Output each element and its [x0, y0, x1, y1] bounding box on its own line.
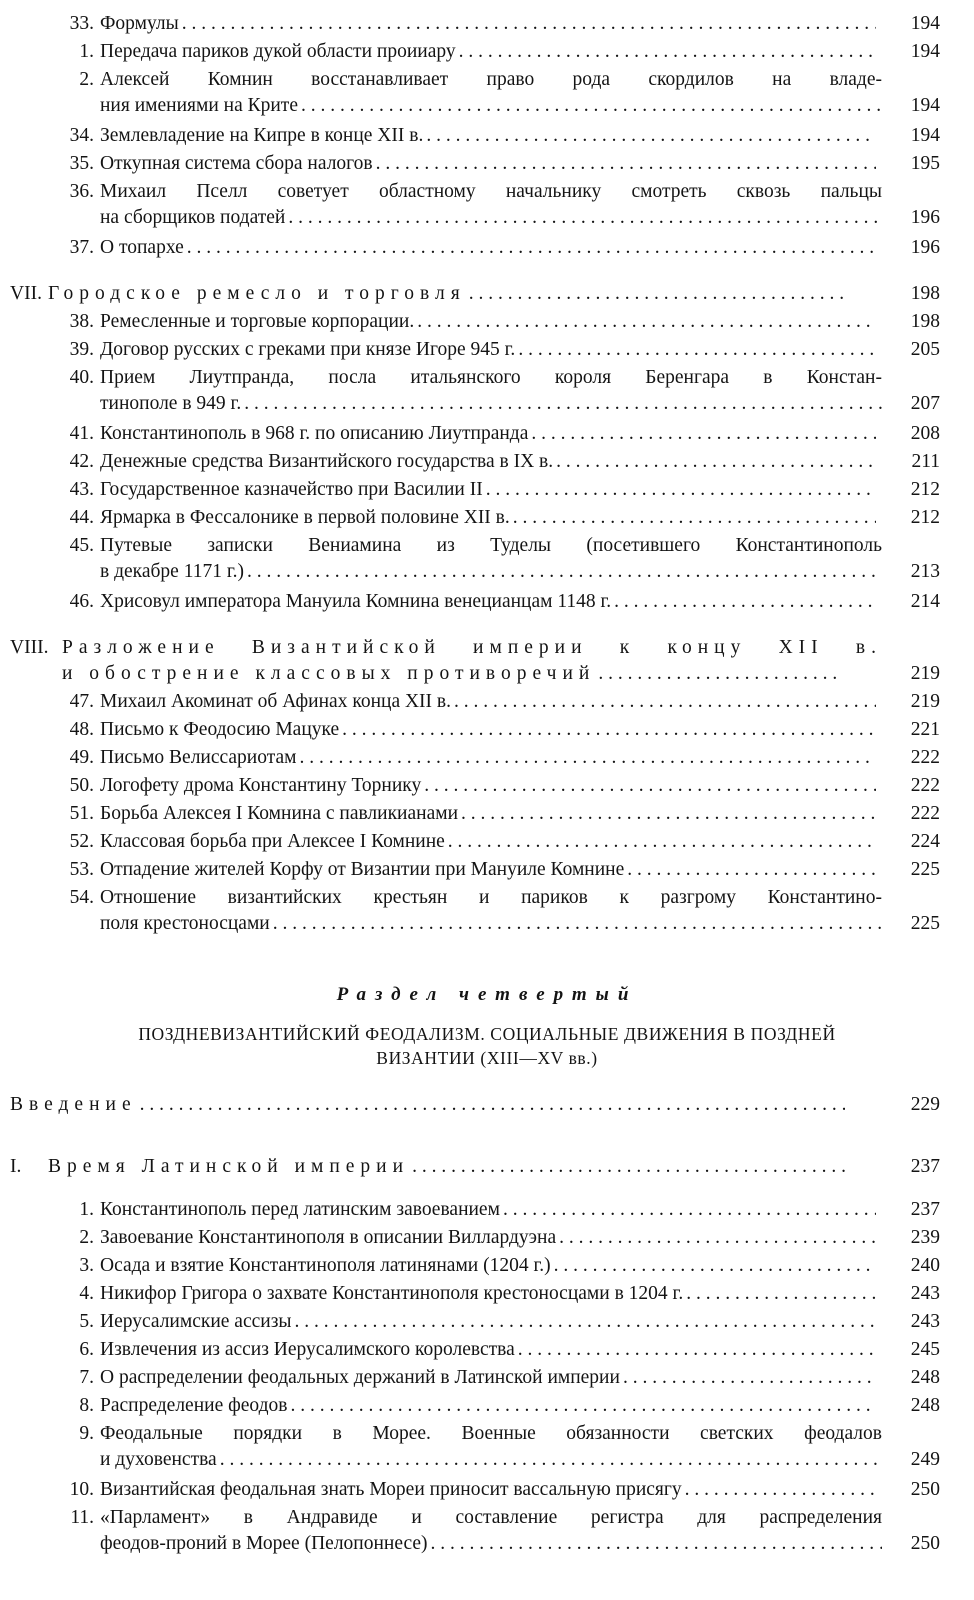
entry-title-wrap [10, 1093, 845, 1119]
entry-title-wrap [100, 12, 876, 38]
entry-number: 1. [79, 1199, 94, 1220]
toc-entry [0, 1254, 974, 1278]
entry-title [100, 1198, 876, 1224]
page-number: 194 [910, 41, 940, 62]
entry-title [100, 68, 882, 120]
toc-entry [0, 1226, 974, 1250]
dot-leader [187, 236, 876, 260]
entry-title-wrap [100, 830, 876, 856]
entry-title-text: Городское ремесло и торговля [48, 283, 466, 304]
page-number: 212 [910, 507, 940, 528]
entry-title [100, 450, 876, 476]
entry-title-line2-wrap [100, 912, 882, 938]
entry-title-line1: Михаил Пселл советует областному начальнику смотреть сквозь пальцы [100, 181, 882, 202]
entry-title-line2-wrap [100, 94, 882, 120]
dot-leader [627, 858, 876, 882]
dot-leader [376, 152, 876, 176]
page-number: 221 [910, 719, 940, 740]
entry-number: 37. [69, 237, 94, 258]
entry-title-text: Передача париков дукой области проииару [100, 41, 456, 62]
page-number: 219 [910, 663, 940, 684]
entry-title-wrap [100, 478, 876, 504]
entry-number: 8. [79, 1395, 94, 1416]
entry-number: 40. [69, 367, 94, 388]
entry-title [100, 830, 876, 856]
dot-leader [518, 338, 876, 362]
toc-entry [0, 338, 974, 362]
entry-title [100, 1338, 876, 1364]
entry-number: 49. [69, 747, 94, 768]
entry-title-wrap [100, 236, 876, 262]
entry-title-line2-wrap [100, 560, 882, 586]
entry-number: 4. [79, 1283, 94, 1304]
entry-title [100, 338, 876, 364]
entry-number: 5. [79, 1311, 94, 1332]
entry-title [100, 1366, 876, 1392]
dot-leader [518, 1338, 876, 1362]
page-number: 213 [910, 561, 940, 582]
dot-leader [288, 206, 882, 230]
entry-title-wrap [48, 1155, 845, 1181]
dot-leader [454, 690, 876, 714]
entry-title-text: Хрисовул императора Мануила Комнина венецианцам 1148 г. [100, 591, 612, 612]
entry-title-wrap [100, 802, 876, 828]
entry-title [100, 12, 876, 38]
entry-title-wrap [100, 1310, 876, 1336]
entry-title-wrap [100, 1226, 876, 1252]
entry-number: 35. [69, 153, 94, 174]
page-number: 243 [910, 1283, 940, 1304]
page-number: 243 [910, 1311, 940, 1332]
dot-leader [412, 1155, 845, 1179]
page-number: 225 [910, 913, 940, 934]
toc-entry [0, 746, 974, 770]
entry-title-line2-wrap [100, 1448, 882, 1474]
entry-title-wrap [100, 152, 876, 178]
entry-title [100, 366, 882, 418]
entry-title-line2-wrap [100, 392, 882, 418]
entry-title-text: Время Латинской империи [48, 1156, 410, 1177]
entry-title-line2: феодов-проний в Морее (Пелопоннесе) [100, 1533, 428, 1554]
entry-title [62, 636, 882, 688]
entry-number: 33. [69, 13, 94, 34]
page-number: 237 [910, 1199, 940, 1220]
entry-title [100, 180, 882, 232]
entry-title-wrap [100, 338, 876, 364]
entry-title-line2: и обострение классовых противоречий [62, 663, 596, 684]
toc-entry [0, 690, 974, 714]
entry-title-line2: тинополе в 949 г. [100, 393, 242, 414]
entry-title-text: Отпадение жителей Корфу от Византии при Мануиле Комнине [100, 859, 625, 880]
entry-title-wrap [100, 774, 876, 800]
toc-entry [0, 310, 974, 334]
entry-title-text: Формулы [100, 13, 179, 34]
dot-leader [290, 1394, 876, 1418]
entry-title-line1: Прием Лиутпранда, посла итальянского короля Беренгара в Констан- [100, 367, 882, 388]
dot-leader [503, 1198, 876, 1222]
entry-title-text: Михаил Акоминат об Афинах конца XII в. [100, 691, 451, 712]
page-number: 239 [910, 1227, 940, 1248]
entry-title-text: Откупная система сбора налогов [100, 153, 373, 174]
dot-leader [417, 310, 876, 334]
toc-entry [0, 1338, 974, 1362]
dot-leader [556, 450, 876, 474]
toc-entry [0, 886, 974, 938]
entry-number: 9. [79, 1423, 94, 1444]
entry-title [100, 886, 882, 938]
toc-entry [0, 450, 974, 474]
page-number: 198 [910, 283, 940, 304]
page-number: 224 [910, 831, 940, 852]
entry-number: 3. [79, 1255, 94, 1276]
entry-number: 2. [79, 1227, 94, 1248]
toc-entry [0, 534, 974, 586]
entry-number: 48. [69, 719, 94, 740]
entry-title [48, 282, 845, 308]
entry-number: 7. [79, 1367, 94, 1388]
entry-number: 47. [69, 691, 94, 712]
entry-title-line2: ния имениями на Крите [100, 95, 298, 116]
entry-title-text: Ремесленные и торговые корпорации. [100, 311, 415, 332]
entry-title-text: Константинополь в 968 г. по описанию Лиутпранда [100, 423, 529, 444]
dot-leader [424, 774, 876, 798]
entry-title-wrap [100, 1366, 876, 1392]
page-number: 219 [910, 691, 940, 712]
page-number: 250 [910, 1479, 940, 1500]
part-title: Раздел четвертый [336, 984, 638, 1005]
entry-number: VII. [10, 283, 42, 304]
entry-title [100, 774, 876, 800]
entry-number: 43. [69, 479, 94, 500]
entry-title-wrap [100, 1254, 876, 1280]
entry-title-text: Иерусалимские ассизы [100, 1311, 292, 1332]
entry-title-text: О топархе [100, 237, 184, 258]
dot-leader [614, 590, 876, 614]
page-number: 211 [911, 451, 940, 472]
entry-title-wrap [100, 40, 876, 66]
entry-title-text: Государственное казначейство при Василии II [100, 479, 483, 500]
dot-leader [554, 1254, 876, 1278]
toc-entry [0, 180, 974, 232]
toc-entry [0, 152, 974, 176]
entry-title [100, 1282, 876, 1308]
page-number: 214 [910, 591, 940, 612]
entry-title-text: Никифор Григора о захвате Константинополя крестоносцами в 1204 г. [100, 1283, 684, 1304]
dot-leader [461, 802, 876, 826]
toc-entry [0, 1093, 974, 1117]
entry-number: 38. [69, 311, 94, 332]
toc-entry [0, 802, 974, 826]
toc-entry [0, 1310, 974, 1334]
entry-number: 44. [69, 507, 94, 528]
entry-title-wrap [100, 718, 876, 744]
entry-title-text: Византийская феодальная знать Мореи приносит вассальную присягу [100, 1479, 682, 1500]
page-number: 229 [910, 1094, 940, 1115]
entry-number: 10. [69, 1479, 94, 1500]
page-number: 194 [910, 125, 940, 146]
entry-title [10, 1093, 845, 1119]
entry-title [100, 506, 876, 532]
entry-title [100, 1310, 876, 1336]
entry-title-wrap [100, 746, 876, 772]
entry-number: 11. [70, 1507, 94, 1528]
entry-title-line1: Алексей Комнин восстанавливает право рода скордилов на владе- [100, 69, 882, 90]
entry-title-text: Константинополь перед латинским завоеванием [100, 1199, 500, 1220]
entry-title-text: Завоевание Константинополя в описании Виллардуэна [100, 1227, 557, 1248]
entry-number: 6. [79, 1339, 94, 1360]
toc-entry [0, 478, 974, 502]
toc-entry [0, 1422, 974, 1474]
entry-number: 2. [79, 69, 94, 90]
dot-leader [685, 1478, 876, 1502]
page-number: 248 [910, 1367, 940, 1388]
entry-title-line2: в декабре 1171 г.) [100, 561, 245, 582]
entry-title-wrap [100, 1282, 876, 1308]
dot-leader [486, 478, 876, 502]
dot-leader [301, 94, 882, 118]
entry-title-text: Договор русских с греками при князе Игоре 945 г. [100, 339, 516, 360]
entry-title-text: Осада и взятие Константинополя латинянами (1204 г.) [100, 1255, 551, 1276]
entry-number: 53. [69, 859, 94, 880]
entry-title-wrap [100, 690, 876, 716]
toc-entry [0, 1478, 974, 1502]
page-number: 240 [910, 1255, 940, 1276]
entry-title [100, 152, 876, 178]
dot-leader [431, 1532, 882, 1556]
dot-leader [513, 506, 876, 530]
toc-entry [0, 124, 974, 148]
entry-title [100, 1478, 876, 1504]
entry-title-line2: и духовенства [100, 1449, 217, 1470]
entry-number: I. [10, 1156, 22, 1177]
toc-entry [0, 422, 974, 446]
toc-entry [0, 68, 974, 120]
page-number: 225 [910, 859, 940, 880]
entry-title-text: Денежные средства Византийского государства в IX в. [100, 451, 554, 472]
entry-title-text: Борьба Алексея I Комнина с павликианами [100, 803, 459, 824]
toc-entry [0, 858, 974, 882]
dot-leader [531, 422, 876, 446]
entry-title [100, 590, 876, 616]
toc-entry [0, 718, 974, 742]
entry-title [100, 1226, 876, 1252]
entry-title-wrap [100, 1198, 876, 1224]
entry-title-wrap [100, 1338, 876, 1364]
dot-leader [469, 282, 845, 306]
entry-title-wrap [100, 506, 876, 532]
part-heading-line2: ВИЗАНТИИ (XIII—XV вв.) [376, 1048, 598, 1068]
entry-title-wrap [100, 124, 876, 150]
dot-leader [559, 1226, 876, 1250]
dot-leader [273, 912, 882, 936]
entry-number: 54. [69, 887, 94, 908]
entry-number: VIII. [10, 637, 49, 658]
page-number: 248 [910, 1395, 940, 1416]
entry-title [100, 746, 876, 772]
toc-entry [0, 1155, 974, 1179]
dot-leader [623, 1366, 876, 1390]
entry-title-text: О распределении феодальных держаний в Латинской империи [100, 1367, 620, 1388]
part-heading-line1: ПОЗДНЕВИЗАНТИЙСКИЙ ФЕОДАЛИЗМ. СОЦИАЛЬНЫЕ ДВИЖЕНИЯ В ПОЗДНЕЙ [138, 1024, 836, 1044]
page-number: 250 [910, 1533, 940, 1554]
toc-entry [0, 1506, 974, 1558]
page-number: 208 [910, 423, 940, 444]
entry-title [100, 858, 876, 884]
dot-leader [244, 392, 882, 416]
entry-title-wrap [100, 422, 876, 448]
toc-entry [0, 282, 974, 306]
toc-entry [0, 1282, 974, 1306]
dot-leader [295, 1310, 876, 1334]
entry-title-line1: Феодальные порядки в Морее. Военные обязанности светских феодалов [100, 1423, 882, 1444]
entry-title [100, 422, 876, 448]
page-number: 194 [910, 13, 940, 34]
entry-title-text: Ярмарка в Фессалонике в первой половине XII в. [100, 507, 510, 528]
entry-title-line1: Отношение византийских крестьян и париков к разгрому Константино- [100, 887, 882, 908]
dot-leader [598, 662, 840, 686]
entry-title-line2-wrap [62, 662, 840, 688]
entry-title [100, 236, 876, 262]
toc-entry [0, 1366, 974, 1390]
page-number: 194 [910, 95, 940, 116]
entry-title-wrap [48, 282, 845, 308]
page-number: 222 [910, 747, 940, 768]
toc-entry [0, 12, 974, 36]
entry-title-wrap [100, 450, 876, 476]
page-number: 222 [910, 775, 940, 796]
dot-leader [300, 746, 877, 770]
entry-number: 42. [69, 451, 94, 472]
entry-title-wrap [100, 1478, 876, 1504]
entry-title [100, 802, 876, 828]
entry-title-line1: Разложение Византийской империи к концу XII в. [62, 637, 882, 658]
entry-title-text: Введение [10, 1094, 137, 1115]
entry-title [100, 310, 876, 336]
entry-title-wrap [100, 590, 876, 616]
entry-title [100, 40, 876, 66]
entry-title-line2-wrap [100, 206, 882, 232]
entry-title [100, 124, 876, 150]
dot-leader [182, 12, 876, 36]
page-number: 245 [910, 1339, 940, 1360]
entry-title-line1: «Парламент» в Андравиде и составление регистра для распределения [100, 1507, 882, 1528]
entry-number: 41. [69, 423, 94, 444]
dot-leader [140, 1093, 845, 1117]
toc-entry [0, 1198, 974, 1222]
entry-title-line2: поля крестоносцами [100, 913, 270, 934]
page-number: 205 [910, 339, 940, 360]
entry-title [100, 534, 882, 586]
entry-title-wrap [100, 1394, 876, 1420]
entry-title [100, 478, 876, 504]
page-number: 196 [910, 207, 940, 228]
entry-title-line2: на сборщиков податей [100, 207, 286, 228]
page-number: 195 [910, 153, 940, 174]
toc-entry [0, 506, 974, 530]
entry-title-text: Логофету дрома Константину Торнику [100, 775, 422, 796]
entry-title-line2-wrap [100, 1532, 882, 1558]
toc-entry [0, 774, 974, 798]
entry-number: 46. [69, 591, 94, 612]
page-number: 249 [910, 1449, 940, 1470]
page-number: 212 [910, 479, 940, 500]
entry-title [100, 718, 876, 744]
page-number: 237 [910, 1156, 940, 1177]
page-number: 207 [910, 393, 940, 414]
dot-leader [220, 1448, 882, 1472]
entry-title-wrap [100, 858, 876, 884]
dot-leader [686, 1282, 876, 1306]
entry-title-line1: Путевые записки Вениамина из Туделы (посетившего Константинополь [100, 535, 882, 556]
dot-leader [426, 124, 876, 148]
page-number: 222 [910, 803, 940, 824]
entry-number: 51. [69, 803, 94, 824]
entry-title-text: Письмо Велиссариотам [100, 747, 297, 768]
entry-title [100, 1394, 876, 1420]
dot-leader [448, 830, 876, 854]
entry-title-text: Распределение феодов [100, 1395, 288, 1416]
entry-title-text: Классовая борьба при Алексее I Комнине [100, 831, 445, 852]
entry-title [100, 1506, 882, 1558]
page-number: 198 [910, 311, 940, 332]
dot-leader [342, 718, 876, 742]
dot-leader [459, 40, 876, 64]
dot-leader [247, 560, 882, 584]
entry-number: 39. [69, 339, 94, 360]
toc-entry [0, 636, 974, 688]
toc-entry [0, 366, 974, 418]
entry-title-text: Землевладение на Кипре в конце XII в. [100, 125, 424, 146]
toc-entry [0, 1394, 974, 1418]
entry-number: 34. [69, 125, 94, 146]
entry-number: 45. [69, 535, 94, 556]
entry-title-text: Письмо к Феодосию Мацуке [100, 719, 340, 740]
entry-title [48, 1155, 845, 1181]
entry-title [100, 690, 876, 716]
entry-title-wrap [100, 310, 876, 336]
entry-title-text: Извлечения из ассиз Иерусалимского королевства [100, 1339, 515, 1360]
page-number: 196 [910, 237, 940, 258]
toc-entry [0, 40, 974, 64]
toc-entry [0, 590, 974, 614]
toc-entry [0, 830, 974, 854]
entry-title [100, 1422, 882, 1474]
entry-number: 1. [79, 41, 94, 62]
entry-number: 36. [69, 181, 94, 202]
entry-number: 50. [69, 775, 94, 796]
toc-entry [0, 236, 974, 260]
entry-number: 52. [69, 831, 94, 852]
entry-title [100, 1254, 876, 1280]
